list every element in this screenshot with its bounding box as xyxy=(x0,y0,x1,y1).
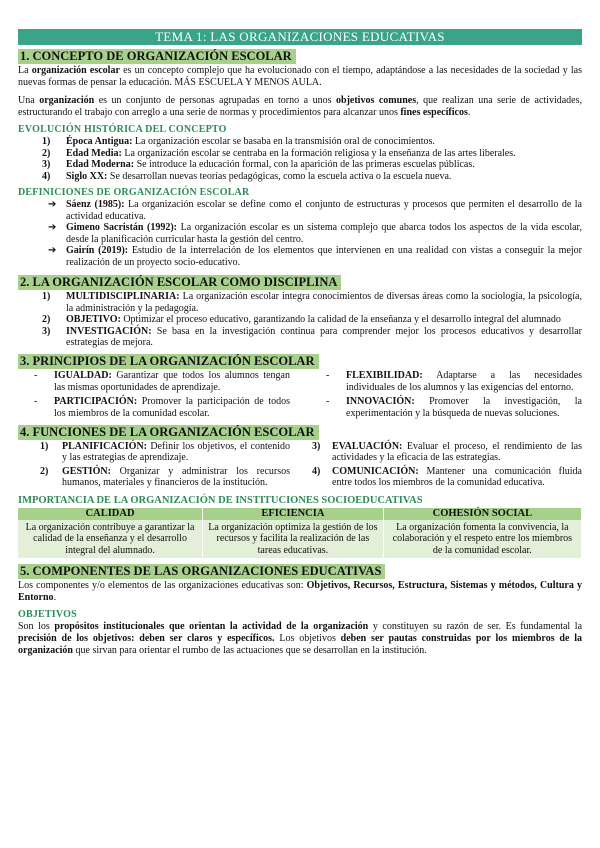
list-item: ➔ Gimeno Sacristán (1992): La organización escolar es un sistema complejo que abarca todos los aspectos de la vida escolar, desde la planificación curricular hasta la gestión del centro. xyxy=(48,222,582,245)
list-item: ➔ Sáenz (1985): La organización escolar se define como el conjunto de estructuras y procesos que permiten el desarrollo de la actividad educativa. xyxy=(48,199,582,222)
functions-left-list xyxy=(18,441,290,491)
arrow-icon: ➔ xyxy=(48,199,57,210)
page-title: TEMA 1: LAS ORGANIZACIONES EDUCATIVAS xyxy=(18,29,582,45)
evolution-subheading: EVOLUCIÓN HISTÓRICA DEL CONCEPTO xyxy=(18,124,227,135)
list-item: 1) Época Antigua: La organización escolar se basaba en la transmisión oral de conocimientos. xyxy=(42,136,435,147)
evolution-list xyxy=(18,136,582,182)
principles-columns xyxy=(18,370,582,422)
list-item: 2) OBJETIVO: Optimizar el proceso educativo, garantizando la calidad de la enseñanza y el desarrollo integral del alumnado xyxy=(42,314,561,325)
functions-columns xyxy=(18,441,582,491)
list-item: 1) PLANIFICACIÓN: Definir los objetivos, el contenido y las estrategias de aprendizaje. xyxy=(40,440,290,463)
document-page xyxy=(18,0,582,657)
concept-paragraph: La organización escolar es un concepto complejo que ha evolucionado con el tiempo, adaptándose a las necesidades de la sociedad y las nuevas formas de pensar la educación. MÁS ESCUELA Y MENOS AULA. xyxy=(18,65,582,88)
table-cell: La organización optimiza la gestión de los recursos y facilita la realización de las tareas educativas. xyxy=(203,520,384,559)
arrow-icon: ➔ xyxy=(48,222,57,233)
list-item: - IGUALDAD: Garantizar que todos los alumnos tengan las mismas oportunidades de aprendizaje. xyxy=(34,369,290,393)
table-header-cell: COHESIÓN SOCIAL xyxy=(383,508,581,520)
importance-subheading: IMPORTANCIA DE LA ORGANIZACIÓN DE INSTITUCIONES SOCIOEDUCATIVAS xyxy=(18,494,423,506)
list-item: ➔ Gairín (2019): Estudio de la interrelación de los elementos que intervienen en una realidad con vistas a conseguir la mejor realización de un proyecto socio-educativo. xyxy=(48,245,583,268)
components-paragraph: Los componentes y/o elementos de las organizaciones educativas son: Objetivos, Recursos, Estructura, Sistemas y métodos, Cultura y Entorno. xyxy=(18,580,582,603)
list-item: 3) Edad Moderna: Se introduce la educación formal, con la aparición de las primeras escuelas públicas. xyxy=(42,159,475,170)
list-item: 4) Siglo XX: Se desarrollan nuevas teorías pedagógicas, como la escuela activa o la escuela nueva. xyxy=(42,170,452,182)
section-1-heading: 1. CONCEPTO DE ORGANIZACIÓN ESCOLAR xyxy=(18,49,296,64)
principles-right-list xyxy=(310,370,582,422)
objectives-paragraph: Son los propósitos institucionales que orientan la actividad de la organización y constituyen su razón de ser. Es fundamental la precisión de los objetivos: deben ser claros y específicos. Los objetivos deben ser pautas construidas por los miembros de la organización que sirvan para orientar el rumbo de las actuaciones que se desarrollan en la institución. xyxy=(18,621,583,656)
objectives-subheading: OBJETIVOS xyxy=(18,609,77,620)
table-header-cell: EFICIENCIA xyxy=(203,508,384,520)
list-item: 2) Edad Media: La organización escolar se centraba en la formación religiosa y la enseñanza de las artes liberales. xyxy=(42,147,516,159)
list-item: 2) GESTIÓN: Organizar y administrar los recursos humanos, materiales y financieros de la institución. xyxy=(40,465,290,488)
table-header-row xyxy=(18,508,582,520)
organization-definition-paragraph: Una organización es un conjunto de personas agrupadas en torno a unos objetivos comunes, que realizan una serie de actividades, estructurando el trabajo con arreglo a una serie de normas y procedimientos para alcanzar unos fines específicos. xyxy=(18,95,582,118)
section-2-heading: 2. LA ORGANIZACIÓN ESCOLAR COMO DISCIPLINA xyxy=(18,275,341,290)
definitions-list xyxy=(18,199,582,268)
list-item: - INNOVACIÓN: Promover la investigación, la experimentación y la búsqueda de nuevas soluciones. xyxy=(326,395,582,419)
list-item: 4) COMUNICACIÓN: Mantener una comunicación fluida entre todos los miembros de la comunidad educativa. xyxy=(312,465,582,488)
list-item: - FLEXIBILIDAD: Adaptarse a las necesidades individuales de los alumnos y las exigencias del entorno. xyxy=(326,369,582,393)
list-item: 3) EVALUACIÓN: Evaluar el proceso, el rendimiento de las actividades y la eficacia de las estrategias. xyxy=(312,440,582,463)
list-item: 3) INVESTIGACIÓN: Se basa en la investigación continua para comprender mejor los procesos educativos y desarrollar estrategias de mejora. xyxy=(42,325,582,348)
list-item: 1) MULTIDISCIPLINARIA: La organización escolar integra conocimientos de diversas áreas como la sociología, la psicología, la administración y la pedagogía. xyxy=(42,291,582,314)
list-item: - PARTICIPACIÓN: Promover la participación de todos los miembros de la comunidad escolar. xyxy=(34,395,290,419)
definitions-subheading: DEFINICIONES DE ORGANIZACIÓN ESCOLAR xyxy=(18,187,250,198)
functions-right-list xyxy=(310,441,582,491)
table-cell: La organización contribuye a garantizar la calidad de la enseñanza y el desarrollo integral del alumnado. xyxy=(18,520,203,559)
section-4-heading: 4. FUNCIONES DE LA ORGANIZACIÓN ESCOLAR xyxy=(18,425,319,440)
section-5-heading: 5. COMPONENTES DE LAS ORGANIZACIONES EDUCATIVAS xyxy=(18,564,385,579)
table-cell: La organización fomenta la convivencia, la colaboración y el respeto entre los miembros de la comunidad escolar. xyxy=(383,520,581,559)
section-3-heading: 3. PRINCIPIOS DE LA ORGANIZACIÓN ESCOLAR xyxy=(18,354,319,369)
principles-left-list xyxy=(18,370,290,422)
table-header-cell: CALIDAD xyxy=(18,508,203,520)
importance-table xyxy=(18,508,582,559)
discipline-list xyxy=(18,291,582,349)
arrow-icon: ➔ xyxy=(48,245,57,256)
table-row xyxy=(18,520,582,559)
